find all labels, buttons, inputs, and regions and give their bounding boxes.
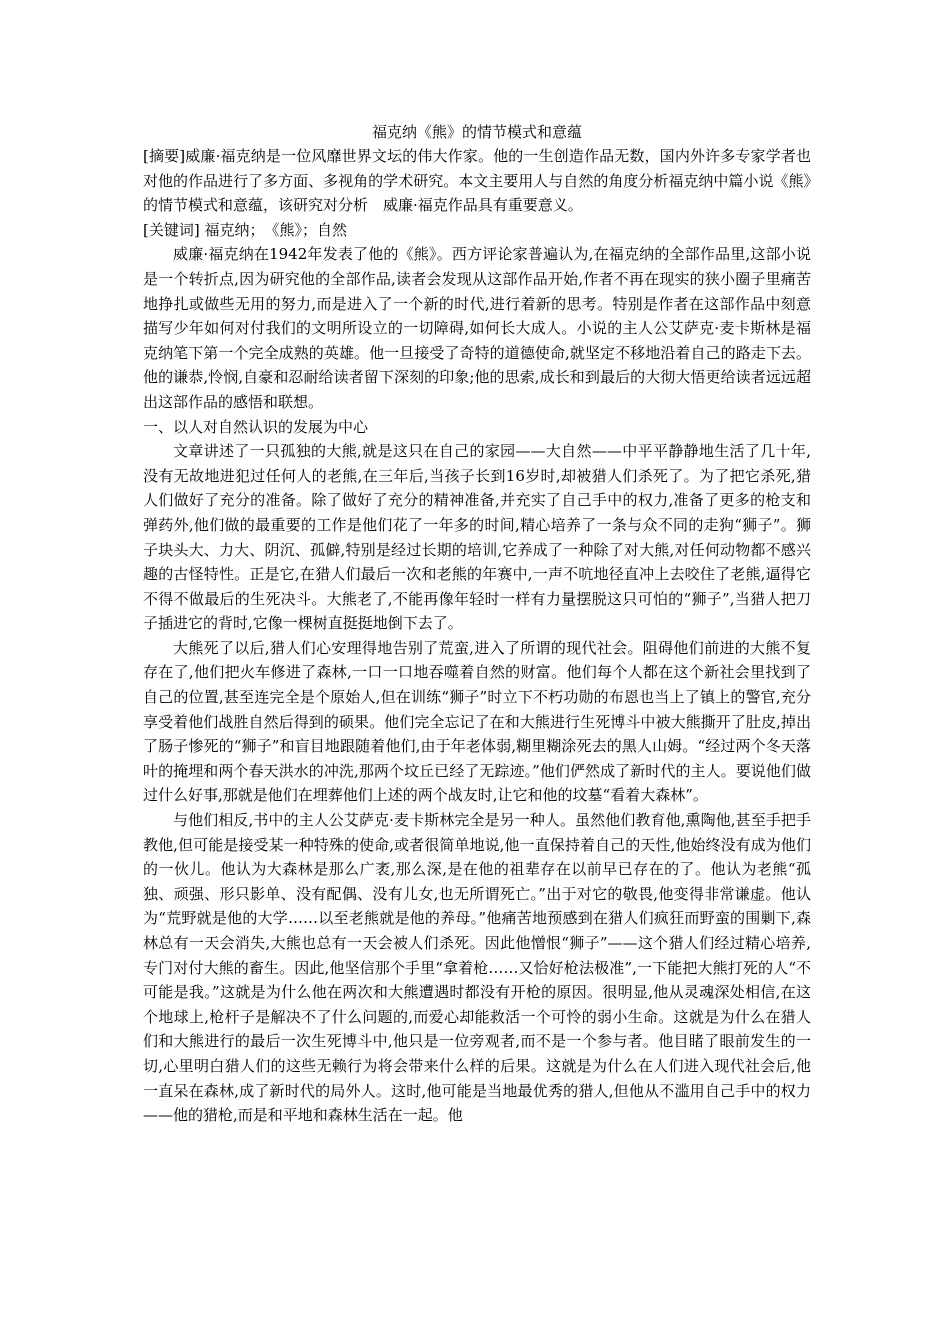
keywords-label: [关键词] xyxy=(143,220,200,239)
section-heading: 一、以人对自然认识的发展为中心 xyxy=(143,417,369,436)
abstract-text: 威廉·福克纳是一位风靡世界文坛的伟大作家。他的一生创造作品无数，国内外许多专家学者也对他的作品进行了多方面、多视角的学术研究。本文主要用人与自然的角度分析福克纳中篇小说《熊》的情节模式和意蕴，该研究对分析 威廉·福克作品具有重要意义。 xyxy=(143,147,811,215)
abstract-label: [摘要] xyxy=(143,147,186,165)
paper-title: 福克纳《熊》的情节模式和意蕴 xyxy=(371,123,582,141)
body-paragraph-1: 文章讲述了一只孤独的大熊,就是这只在自己的家园——大自然——中平平静静地生活了几十年,没有无故地进犯过任何人的老熊,在三年后,当孩子长到16岁时,却被猎人们杀死了。为了把它杀死,猎人们做好了充分的准备。除了做好了充分的精神准备,并充实了自己手中的权力,准备了更多的枪支和弹药外,他们做的最重要的工作是他们花了一年多的时间,精心培养了一条与众不同的走狗“狮子”。狮子块头大、力大、阴沉、孤僻,特别是经过长期的培训,它养成了一种除了对大熊,对任何动物都不感兴趣的古怪特性。正是它,在猎人们最后一次和老熊的年赛中,一声不吭地径直冲上去咬住了老熊,逼得它不得不做最后的生死决斗。大熊老了,不能再像年轻时一样有力量摆脱这只可怕的“狮子”,当猎人把刀子插进它的背时,它像一棵树直挺挺地倒下去了。 xyxy=(143,442,811,633)
body-paragraph-2: 大熊死了以后,猎人们心安理得地告别了荒蛮,进入了所谓的现代社会。阻碍他们前进的大熊不复存在了,他们把火车修进了森林,一口一口地吞噬着自然的财富。他们每个人都在这个新社会里找到了自己的位置,甚至连完全是个原始人,但在训练“狮子”时立下不朽功勋的布恩也当上了镇上的警官,充分享受着他们战胜自然后得到的硕果。他们完全忘记了在和大熊进行生死博斗中被大熊撕开了肚皮,掉出了肠子惨死的“狮子”和盲目地跟随着他们,由于年老体弱,糊里糊涂死去的黑人山姆。“经过两个冬天落叶的掩埋和两个春天洪水的冲洗,那两个坟丘已经了无踪迹。”他们俨然成了新时代的主人。要说他们做过什么好事,那就是他们在埋葬他们上述的两个战友时,让它和他的坟墓“看着大森林”。 xyxy=(143,638,811,805)
abstract xyxy=(143,144,811,218)
body-paragraph-3: 与他们相反,书中的主人公艾萨克·麦卡斯林完全是另一种人。虽然他们教育他,熏陶他,甚至手把手教他,但可能是接受某一种特殊的使命,或者很简单地说,他一直保持着自己的天性,他始终没有成为他们的一伙儿。他认为大森林是那么广袤,那么深,是在他的祖辈存在以前早已存在的了。他认为老熊“孤独、顽强、形只影单、没有配偶、没有儿女,也无所谓死亡。”出于对它的敬畏,他变得非常谦虚。他认为“荒野就是他的大学……以至老熊就是他的养母。”他痛苦地预感到在猎人们疯狂而野蛮的围剿下,森林总有一天会消失,大熊也总有一天会被人们杀死。因此他憎恨“狮子”——这个猎人们经过精心培养,专门对付大熊的畜生。因此,他坚信那个手里“拿着枪……又恰好枪法极准”,一下能把大熊打死的人“不可能是我。”这就是为什么他在两次和大熊遭遇时都没有开枪的原因。很明显,他从灵魂深处相信,在这个地球上,枪杆子是解决不了什么问题的,而爱心却能救活一个可怜的弱小生命。这就是为什么在猎人们和大熊进行的最后一次生死博斗中,他只是一位旁观者,而不是一个参与者。他目睹了眼前发生的一切,心里明白猎人们的这些无赖行为将会带来什么样的后果。这就是为什么在人们进入现代社会后,他一直呆在森林,成了新时代的局外人。这时,他可能是当地最优秀的猎人,但他从不滥用自己手中的权力——他的猎枪,而是和平地和森林生活在一起。他 xyxy=(143,811,811,1125)
keywords-text: 福克纳； 《熊》；自然 xyxy=(199,220,347,239)
document-page xyxy=(143,120,811,1128)
intro-paragraph: 威廉·福克纳在1942年发表了他的《熊》。西方评论家普遍认为,在福克纳的全部作品里,这部小说是一个转折点,因为研究他的全部作品,读者会发现从这部作品开始,作者不再在现实的狭小圈子里痛苦地挣扎或做些无用的努力,而是进入了一个新的时代,进行着新的思考。特别是作者在这部作品中刻意描写少年如何对付我们的文明所设立的一切障碍,如何长大成人。小说的主人公艾萨克·麦卡斯林是福克纳笔下第一个完全成熟的英雄。他一旦接受了奇特的道德使命,就坚定不移地沿着自己的路走下去。他的谦恭,怜悯,自豪和忍耐给读者留下深刻的印象;他的思索,成长和到最后的大彻大悟更给读者远远超出这部作品的感悟和联想。 xyxy=(143,245,811,411)
keywords xyxy=(143,218,811,243)
